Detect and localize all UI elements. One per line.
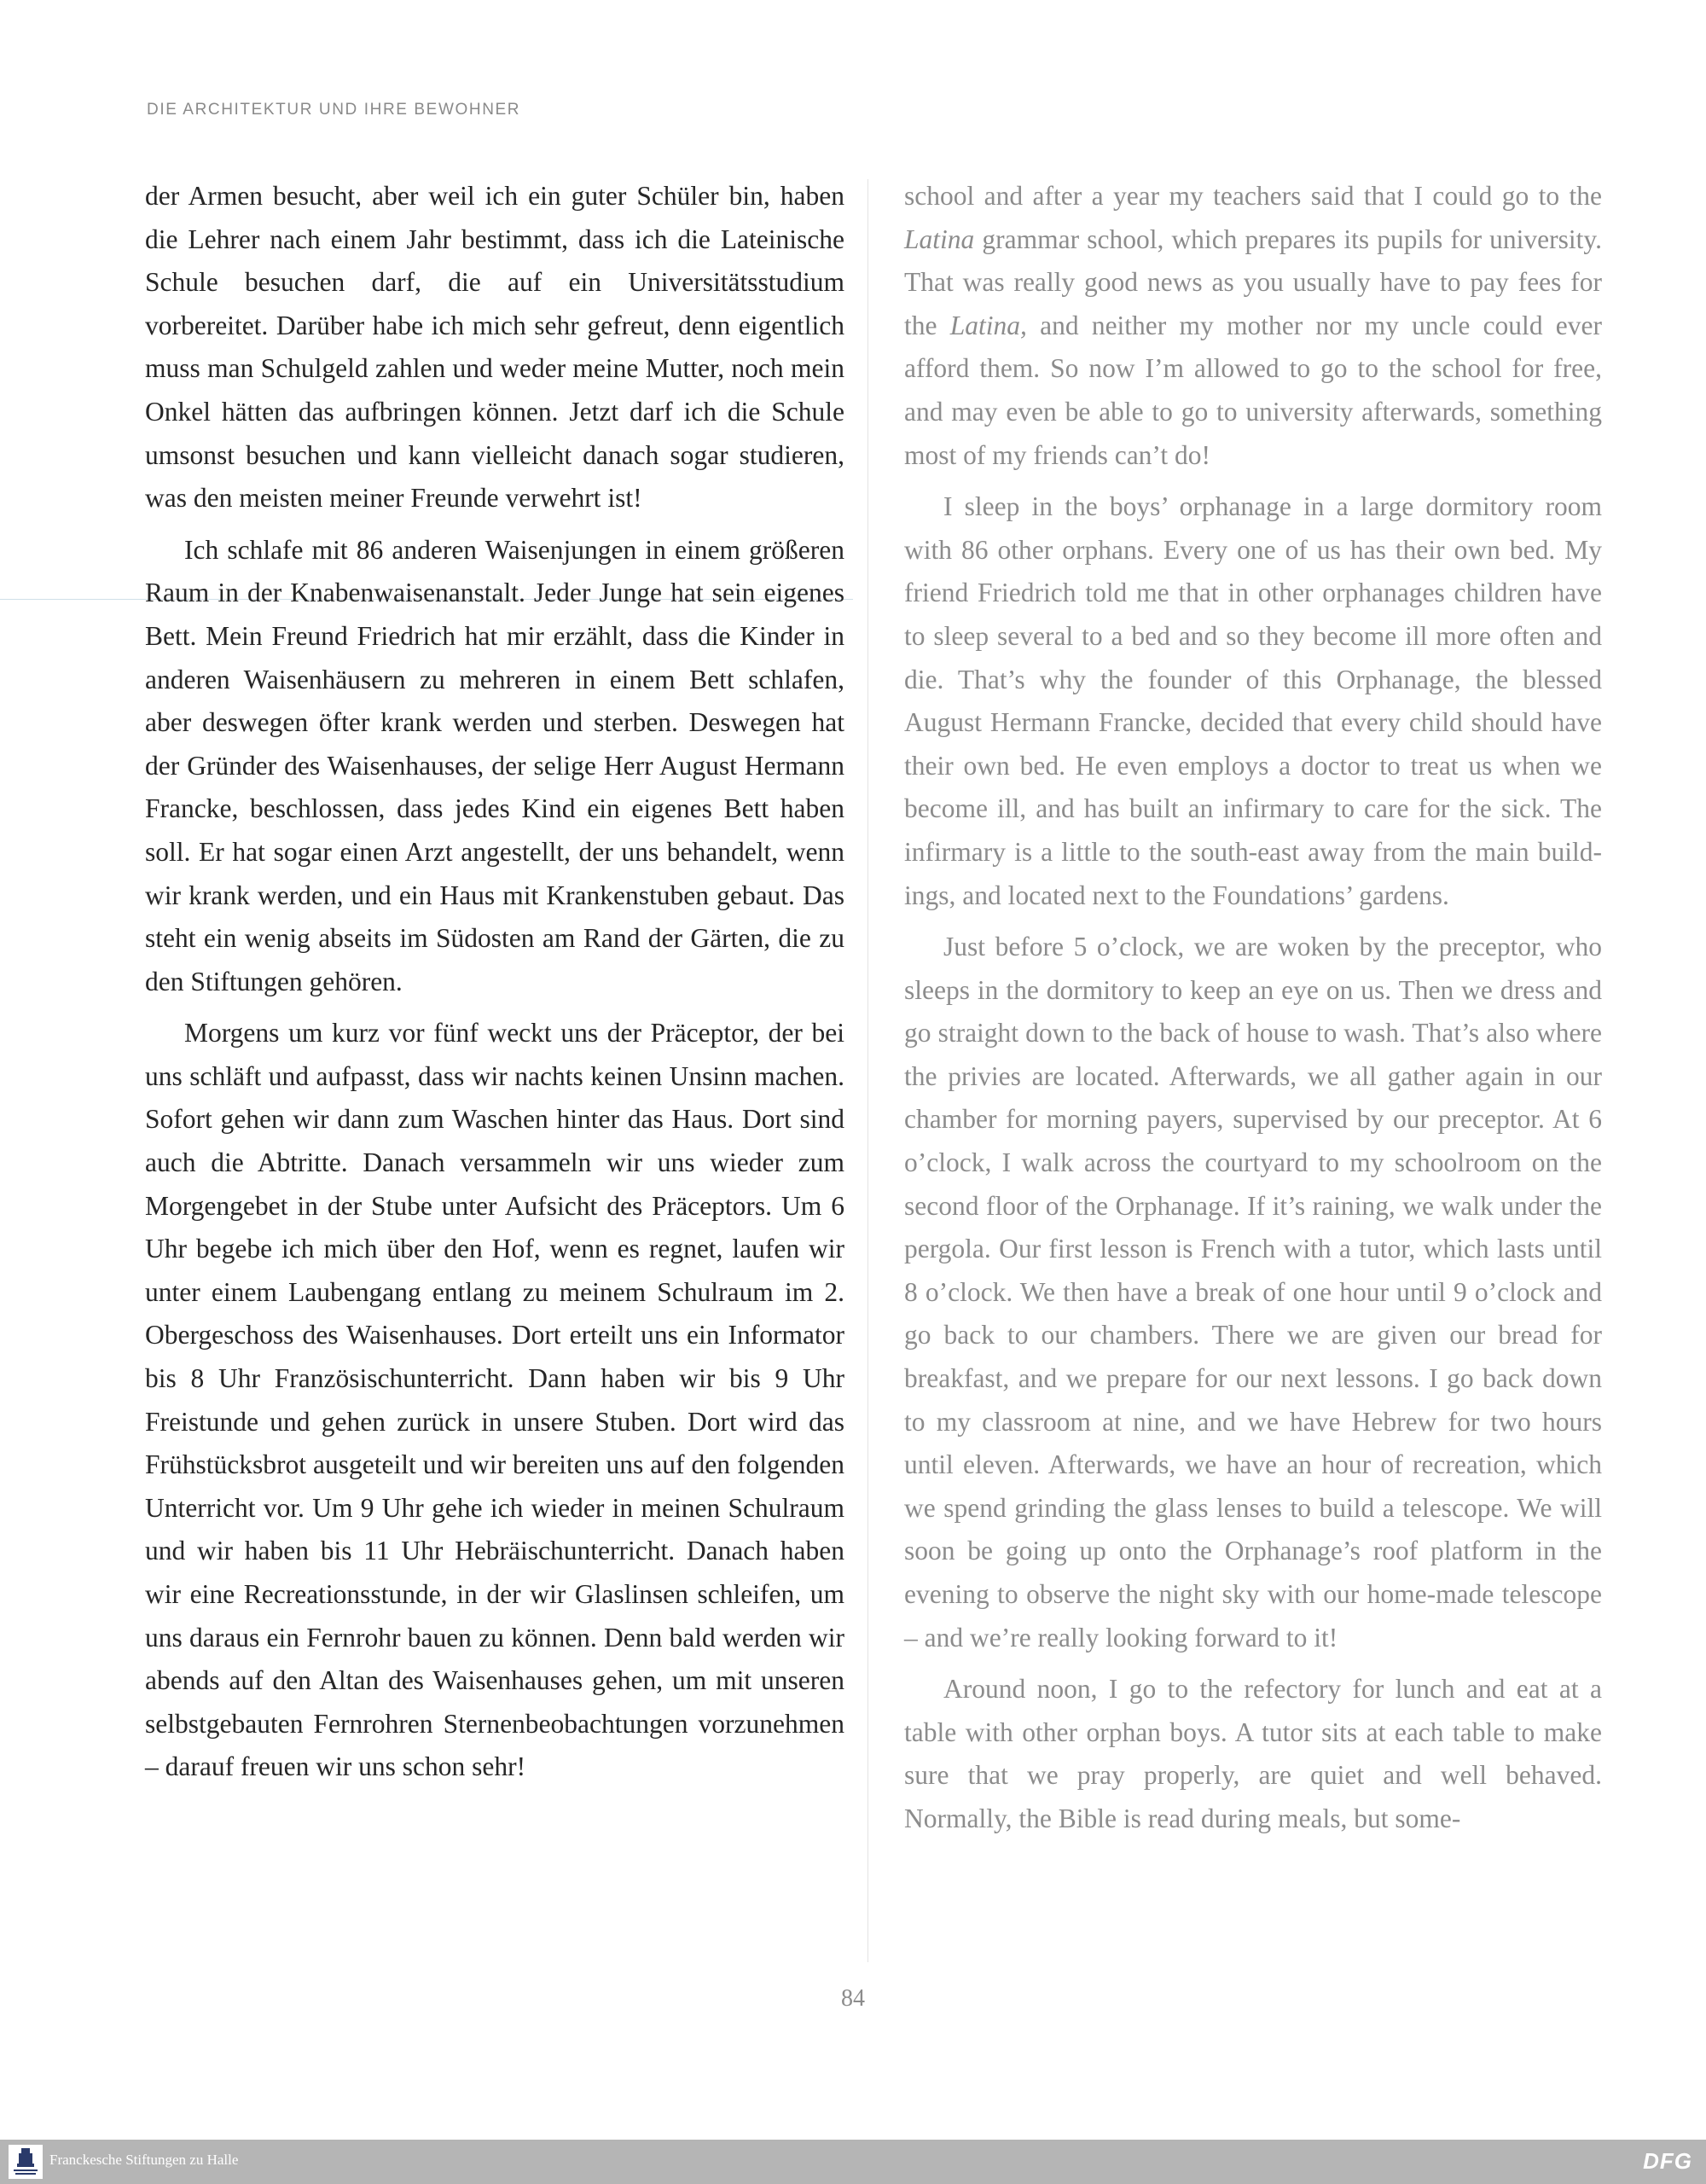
running-head: DIE ARCHITEKTUR UND IHRE BEWOHNER — [147, 101, 521, 119]
english-text-run: grammar school, which prepares its pupils for university. That was really good news as you usually have to pay fees for the — [904, 224, 1602, 340]
english-text-run: school and after a year my teachers said that I could go to the — [904, 181, 1602, 211]
footer-institution-name: Franckesche Stiftungen zu Halle — [49, 2152, 239, 2168]
english-text-run: and neither my mother nor my uncle could ever afford them. So now I’m allowed to go to the school for free, and may even be able to go to university afterwards, something most of my friends can’t do! — [904, 310, 1602, 470]
dfg-logo: DFG — [1643, 2148, 1692, 2174]
english-paragraph: Just before 5 o’clock, we are woken by the preceptor, who sleeps in the dormitory to keep an eye on us. Then we dress and go straight down to the back of house to wash. That’s also where the privies are located. Afterwards, we all gather again in our chamber for morning payers, supervised by our preceptor. At 6 o’clock, I walk across the courtyard to my schoolroom on the second floor of the Orphanage. If it’s raining, we walk under the pergola. Our first lesson is French with a tutor, which lasts until 8 o’clock. We then have a break of one hour until 9 o’clock and go back to our chambers. There we are given our bread for breakfast, and we prepare for our next lessons. I go back down to my classroom at nine, and we have Hebrew for two hours until eleven. Afterwards, we have an hour of recreation, which we spend grinding the glass lenses to build a telescope. We will soon be going up onto the Orphanage’s roof platform in the evening to observe the night sky with our home-made telescope – and we’re really looking forward to it! — [904, 932, 1602, 1653]
franckesche-stiftungen-logo-icon — [9, 2145, 43, 2179]
italic-latina: Latina, — [949, 310, 1027, 340]
english-paragraph: Around noon, I go to the refectory for lunch and eat at a table with other orphan boys. A tutor sits at each table to make sure that we pray properly, are quiet and well behaved. Normally, the Bible is read during meals, but some- — [904, 1674, 1602, 1833]
german-paragraph: Morgens um kurz vor fünf weckt uns der Präceptor, der bei uns schläft und aufpasst, dass wir nachts keinen Unsinn machen. Sofort gehen wir dann zum Waschen hinter das Haus. Dort sind auch die Abtritte. Danach versammeln wir uns wieder zum Morgengebet in der Stube unter Aufsicht des Präceptors. Um 6 Uhr begebe ich mich über den Hof, wenn es regnet, laufen wir unter einem Laubengang entlang zu meinem Schulraum im 2. Obergeschoss des Waisenhauses. Dort erteilt uns ein Informator bis 8 Uhr Französischunterricht. Dann haben wir bis 9 Uhr Freistunde und gehen zurück in unsere Stuben. Dort wird das Frühstücksbrot ausgeteilt und wir bereiten uns auf den folgenden Unterricht vor. Um 9 Uhr gehe ich wieder in meinen Schulraum und wir haben bis 11 Uhr Hebräischunterricht. Danach haben wir eine Recreationsstunde, in der wir Glaslinsen schleifen, um uns daraus ein Fernrohr bauen zu können. Denn bald werden wir abends auf den Altan des Waisenhauses gehen, um mit unseren selbstgebauten Fernrohren Sternenbeobachtungen vorzunehmen – darauf freuen wir uns schon sehr! — [145, 1018, 844, 1782]
english-text-column — [904, 175, 1602, 1841]
italic-latina: Latina — [904, 224, 975, 254]
german-text-column — [145, 175, 844, 1789]
english-paragraph: I sleep in the boys’ orphanage in a large dormitory room with 86 other orphans. Every one of us has their own bed. My friend Friedrich told me that in other orphanages children have to sleep several to a bed and so they become ill more often and die. That’s why the founder of this Orphanage, the blessed August Hermann Francke, decided that every child should have their own bed. He even employs a doctor to treat us when we become ill, and has built an infirmary to care for the sick. The infirmary is a little to the south-east away from the main buildings, and located next to the Foundations’ gardens. — [904, 491, 1602, 910]
page-number: 84 — [841, 1985, 865, 2012]
footer-bar — [0, 2140, 1706, 2184]
german-paragraph: Ich schlafe mit 86 anderen Waisenjungen in einem größeren Raum in der Knabenwaisenanstalt. Jeder Junge hat sein eigenes Bett. Mein Freund Friedrich hat mir erzählt, dass die Kinder in anderen Waisenhäusern zu mehreren in einem Bett schlafen, aber deswegen öfter krank werden und sterben. Deswegen hat der Gründer des Waisenhauses, der selige Herr August Hermann Francke, beschlossen, dass jedes Kind ein eigenes Bett haben soll. Er hat sogar einen Arzt angestellt, der uns behandelt, wenn wir krank werden, und ein Haus mit Krankenstuben gebaut. Das steht ein wenig abseits im Südosten am Rand der Gärten, die zu den Stiftungen gehören. — [145, 534, 844, 996]
english-paragraph — [904, 175, 1602, 477]
german-paragraph: der Armen besucht, aber weil ich ein guter Schüler bin, haben die Lehrer nach einem Jahr bestimmt, dass ich die Lateinische Schule besuchen darf, die auf ein Universitätsstudium vorbereitet. Darüber habe ich mich sehr gefreut, denn eigentlich muss man Schulgeld zahlen und weder meine Mutter, noch mein Onkel hätten das aufbringen können. Jetzt darf ich die Schule umsonst besuchen und kann vielleicht danach sogar studieren, was den meisten meiner Freunde verwehrt ist! — [145, 181, 844, 514]
